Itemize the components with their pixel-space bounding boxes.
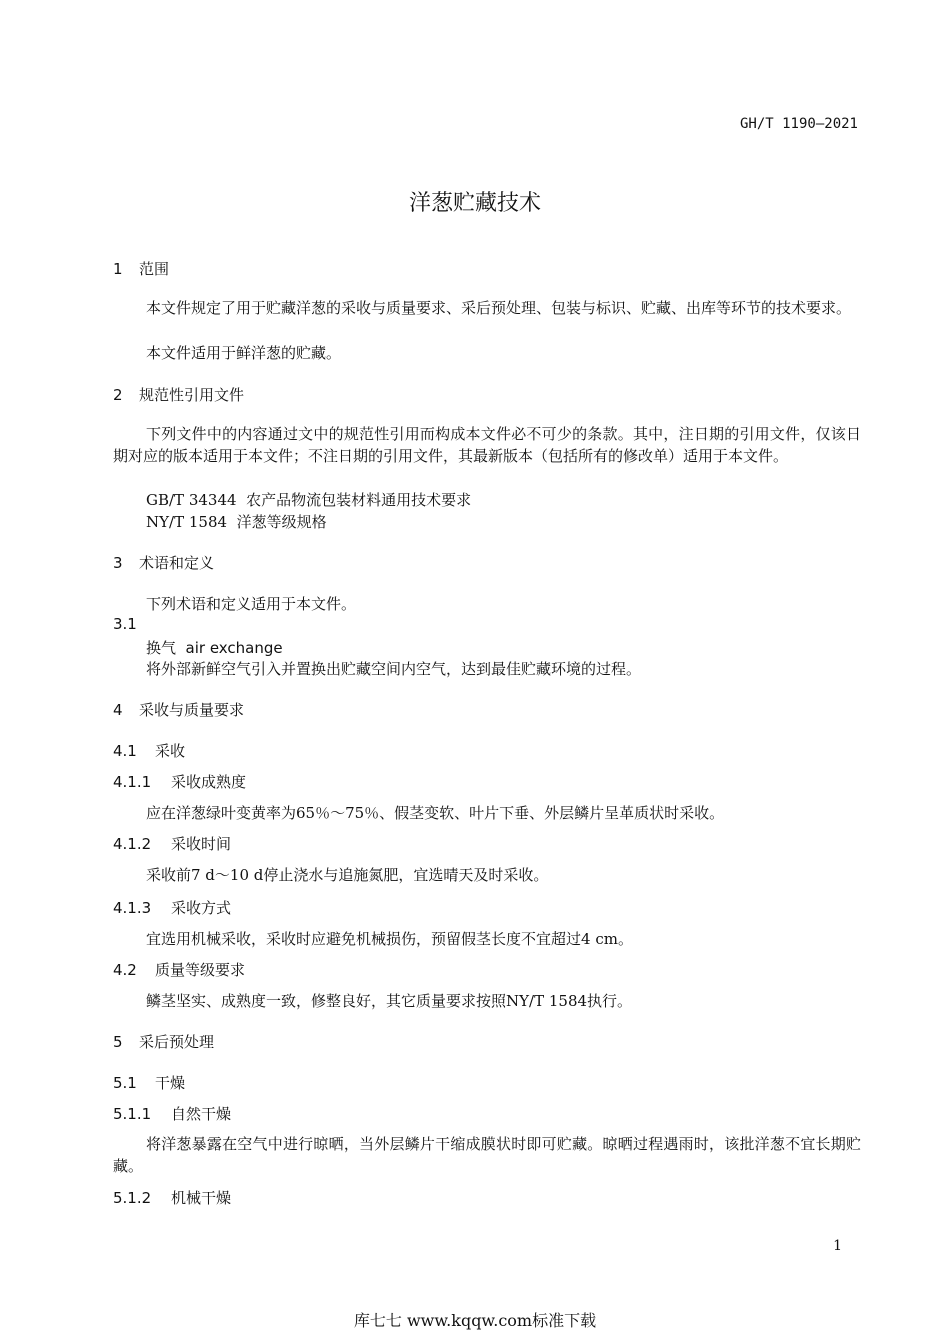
term-entry: 换气 air exchange xyxy=(146,639,283,657)
section-title: 采收成熟度 xyxy=(171,773,247,791)
section-number: 4.1.2 xyxy=(113,835,152,853)
term-number: 3.1 xyxy=(113,615,137,633)
section-number: 1 xyxy=(113,260,123,278)
section-number: 4 xyxy=(113,701,123,719)
section-4-1-2-heading xyxy=(113,833,231,854)
section-number: 2 xyxy=(113,386,123,404)
section-2-heading xyxy=(113,384,244,405)
reference-ny-t-1584: NY/T 1584 洋葱等级规格 xyxy=(146,513,327,531)
section-title: 采收时间 xyxy=(171,835,232,853)
section-5-1-1-heading xyxy=(113,1103,231,1124)
section-title: 质量等级要求 xyxy=(155,961,246,979)
section-4-heading xyxy=(113,699,244,720)
section-4-1-3-paragraph: 宜选用机械采收，采收时应避免机械损伤，预留假茎长度不宜超过4 cm。 xyxy=(146,930,633,948)
standard-code: GH/T 1190—2021 xyxy=(739,116,858,132)
section-5-1-2-heading xyxy=(113,1187,231,1208)
section-number: 4.1 xyxy=(113,742,137,760)
section-number: 5.1.2 xyxy=(113,1189,152,1207)
term-definition: 将外部新鲜空气引入并置换出贮藏空间内空气，达到最佳贮藏环境的过程。 xyxy=(146,660,642,678)
section-title: 术语和定义 xyxy=(139,554,215,572)
section-title: 采收 xyxy=(155,742,186,760)
section-title: 规范性引用文件 xyxy=(139,386,245,404)
section-title: 机械干燥 xyxy=(171,1189,232,1207)
section-title: 范围 xyxy=(139,260,170,278)
section-number: 5.1 xyxy=(113,1074,137,1092)
section-2-paragraph-1: 下列文件中的内容通过文中的规范性引用而构成本文件必不可少的条款。其中，注日期的引用文件，仅该日期对应的版本适用于本文件；不注日期的引用文件，其最新版本（包括所有的修改单）适用于本文件。 xyxy=(113,425,861,465)
section-1-paragraph-1: 本文件规定了用于贮藏洋葱的采收与质量要求、采后预处理、包装与标识、贮藏、出库等环节的技术要求。 xyxy=(146,299,852,317)
section-number: 3 xyxy=(113,554,123,572)
section-title: 采后预处理 xyxy=(139,1033,215,1051)
section-number: 4.2 xyxy=(113,961,137,979)
page-number: 1 xyxy=(833,1238,842,1254)
section-title: 干燥 xyxy=(155,1074,186,1092)
section-number: 4.1.1 xyxy=(113,773,152,791)
section-4-1-heading xyxy=(113,740,185,761)
section-4-2-heading xyxy=(113,959,245,980)
section-5-heading xyxy=(113,1031,214,1052)
section-4-1-1-paragraph: 应在洋葱绿叶变黄率为65％～75％、假茎变软、叶片下垂、外层鳞片呈革质状时采收。 xyxy=(146,804,725,822)
section-5-1-heading xyxy=(113,1072,185,1093)
reference-gb-t-34344: GB/T 34344 农产品物流包装材料通用技术要求 xyxy=(146,491,472,509)
section-title: 采收方式 xyxy=(171,899,232,917)
section-4-1-3-heading xyxy=(113,897,231,918)
section-number: 5.1.1 xyxy=(113,1105,152,1123)
section-number: 4.1.3 xyxy=(113,899,152,917)
section-3-paragraph-1: 下列术语和定义适用于本文件。 xyxy=(146,595,357,613)
section-4-1-1-heading xyxy=(113,771,246,792)
section-title: 自然干燥 xyxy=(171,1105,232,1123)
footer-watermark: 库七七 www.kqqw.com标准下载 xyxy=(353,1311,597,1330)
document-title: 洋葱贮藏技术 xyxy=(408,191,541,216)
section-1-paragraph-2: 本文件适用于鲜洋葱的贮藏。 xyxy=(146,344,342,362)
section-5-1-1-paragraph: 将洋葱暴露在空气中进行晾晒，当外层鳞片干缩成膜状时即可贮藏。晾晒过程遇雨时，该批洋葱不宜长期贮藏。 xyxy=(113,1135,861,1175)
section-4-1-2-paragraph: 采收前7 d～10 d停止浇水与追施氮肥，宜选晴天及时采收。 xyxy=(146,866,549,884)
section-1-heading xyxy=(113,258,169,279)
section-title: 采收与质量要求 xyxy=(139,701,245,719)
section-4-2-paragraph: 鳞茎坚实、成熟度一致，修整良好，其它质量要求按照NY/T 1584执行。 xyxy=(146,992,633,1010)
section-3-heading xyxy=(113,552,214,573)
section-number: 5 xyxy=(113,1033,123,1051)
